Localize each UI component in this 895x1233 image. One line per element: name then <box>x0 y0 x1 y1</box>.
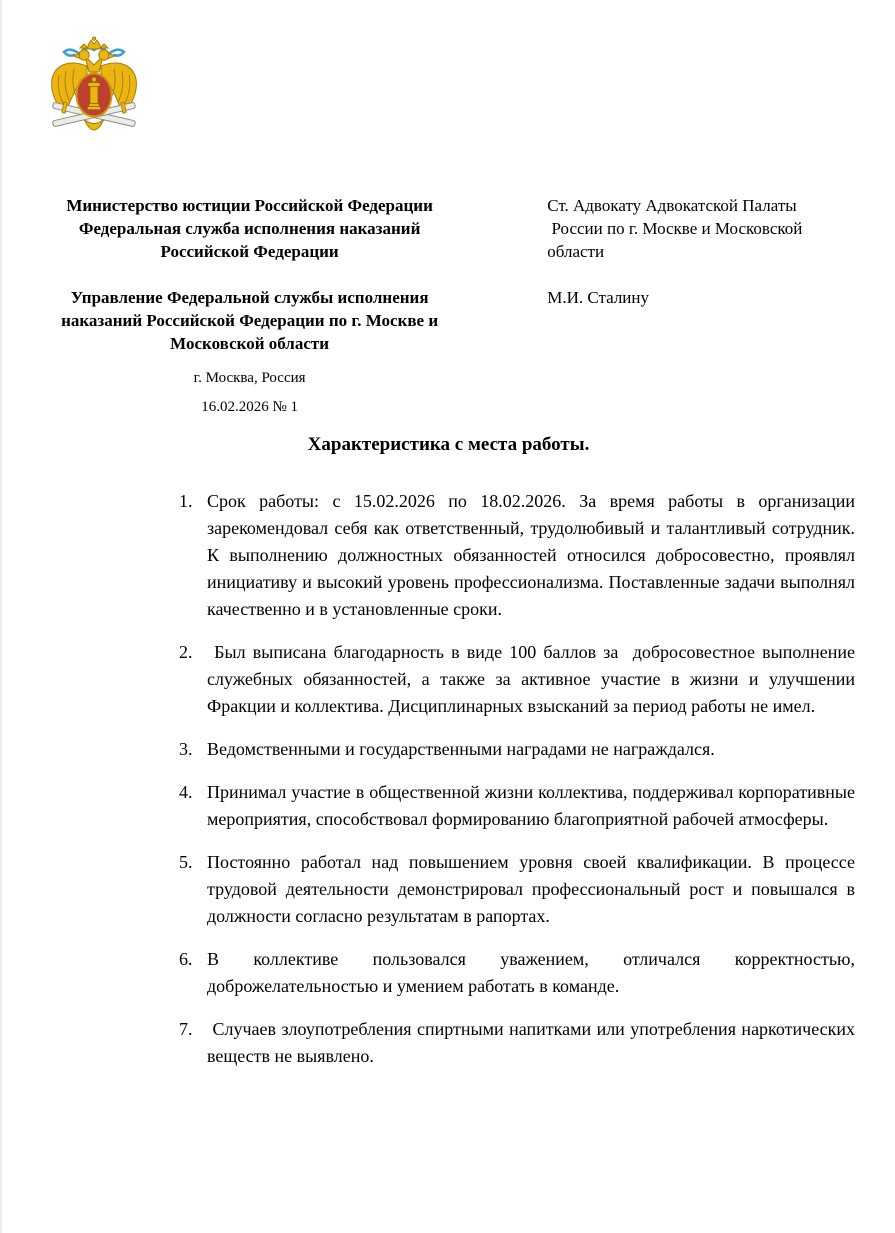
item-text: Постоянно работал над повышением уровня своей квалификации. В процессе трудовой деятельности демонстрировал профессиональный рост и повышался в должности согласно результатам в рапортах. <box>207 852 860 926</box>
item-text: Срок работы: с 15.02.2026 по 18.02.2026. За время работы в организации зарекомендовал себя как ответственный, трудолюбивый и талантливый сотрудник. К выполнению должностных обязанностей относился добросовестно, проявлял инициативу и высокий уровень профессионализма. Поставленные задачи выполнял качественно и в установленные сроки. <box>207 491 860 619</box>
list-item <box>179 1016 860 1070</box>
org2-line1: Управление Федеральной службы исполнения <box>70 288 429 307</box>
item-number: 2. <box>179 642 193 662</box>
org-name-block-1 <box>42 194 457 263</box>
list-item <box>179 639 860 720</box>
addressee-name: М.И. Сталину <box>547 288 650 307</box>
org2-line2: наказаний Российской Федерации по г. Москве и <box>61 311 439 330</box>
item-text: Был выписана благодарность в виде 100 баллов за добросовестное выполнение служебных обязанностей, а также за активное участие в жизни и улучшении Фракции и коллектива. Дисциплинарных взысканий за период работы не имел. <box>207 642 860 716</box>
org1-line3: Российской Федерации <box>160 242 339 261</box>
addressee-line1: Ст. Адвокату Адвокатской Палаты <box>547 196 797 215</box>
item-text: Случаев злоупотребления спиртными напитками или употребления наркотических веществ не выявлено. <box>207 1019 860 1066</box>
place-line: г. Москва, Россия <box>193 370 306 386</box>
org1-line2: Федеральная служба исполнения наказаний <box>78 219 421 238</box>
item-text: В коллективе пользовался уважением, отличался корректностью, доброжелательностью и умением работать в команде. <box>207 949 860 996</box>
org1-line1: Министерство юстиции Российской Федерации <box>66 196 433 215</box>
item-text: Принимал участие в общественной жизни коллектива, поддерживал корпоративные мероприятия, способствовал формированию благоприятной рабочей атмосферы. <box>207 782 860 829</box>
item-text: Ведомственными и государственными наградами не награждался. <box>207 739 715 759</box>
list-item <box>179 488 860 623</box>
fsin-eagle-svg <box>47 36 141 142</box>
org-name-block-2 <box>42 286 457 355</box>
item-number: 5. <box>179 852 193 872</box>
org2-line3: Московской области <box>170 334 330 353</box>
page-title: Характеристика с места работы. <box>307 434 590 455</box>
addressee-line3: области <box>547 242 605 261</box>
spacer <box>42 263 457 286</box>
item-number: 1. <box>179 491 193 511</box>
addressee-column <box>547 194 855 417</box>
addressee-line2: России по г. Москве и Московской <box>547 219 803 238</box>
list-item <box>179 946 860 1000</box>
fsin-eagle-emblem-icon <box>47 36 141 142</box>
crown-icon <box>88 37 100 49</box>
eagle-tail <box>84 119 104 130</box>
item-number: 7. <box>179 1019 193 1039</box>
list-item <box>179 849 860 930</box>
sender-column <box>42 194 457 417</box>
item-number: 3. <box>179 739 193 759</box>
item-number: 4. <box>179 782 193 802</box>
list-item <box>179 736 855 763</box>
list-item <box>179 779 860 833</box>
item-number: 6. <box>179 949 193 969</box>
letter-header <box>42 194 855 417</box>
characteristic-list <box>179 488 860 1086</box>
date-number-line: 16.02.2026 № 1 <box>201 399 299 415</box>
